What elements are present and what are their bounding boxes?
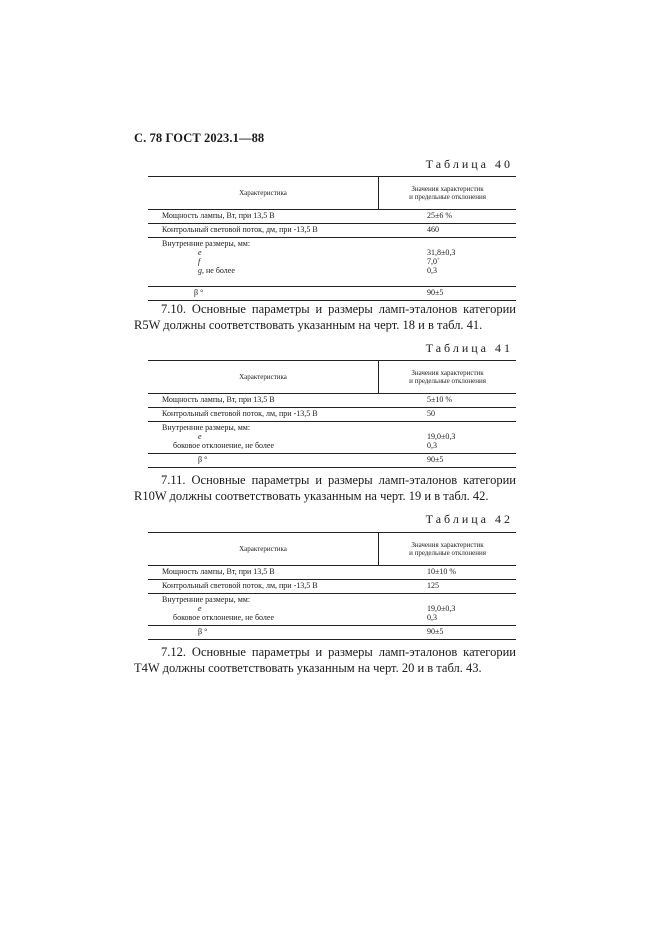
paragraph-7-10: 7.10. Основные параметры и размеры ламп-эталонов категории R5W должны соответствовать указанным на черт. 18 и в табл. 41. [134,302,516,332]
column-header-values: Значения характеристик и предельные отклонения [409,368,486,385]
column-header-characteristic: Характеристика [239,373,287,381]
table-40 [148,176,516,301]
column-header-values: Значения характеристик и предельные отклонения [409,184,486,201]
table-row: Внутренние размеры, мм: e 31,8±0,3 f 7,0+ g, не более 0,3 [148,238,516,287]
paragraph-7-11: 7.11. Основные параметры и размеры ламп-эталонов категории R10W должны соответствовать указанным на черт. 19 и в табл. 42. [134,473,516,503]
table-row: Контрольный световой поток, дм, при -13,5 В 460 [148,224,516,238]
table-row: Внутренние размеры, мм: e 19,0±0,3 боковое отклонение, не более 0,3 [148,594,516,626]
table-header [148,177,516,210]
table-42 [148,532,516,640]
column-header-characteristic: Характеристика [239,189,287,197]
table-header [148,361,516,394]
page-header: С. 78 ГОСТ 2023.1—88 [134,131,265,145]
table-row: Контрольный световой поток, лм, при -13,5 В 125 [148,580,516,594]
table-row: β ° 90±5 [198,455,444,464]
table-41-caption: Таблица 41 [425,341,513,355]
table-row: Мощность лампы, Вт, при 13,5 В 5±10 % [148,394,516,408]
table-42-caption: Таблица 42 [425,512,513,526]
table-row: Мощность лампы, Вт, при 13,5 В 25±6 % [148,210,516,224]
table-row: β ° 90±5 [198,627,444,636]
table-41 [148,360,516,468]
table-40-caption: Таблица 40 [425,157,513,171]
paragraph-7-12: 7.12. Основные параметры и размеры ламп-эталонов категории T4W должны соответствовать указанным на черт. 20 и в табл. 43. [134,645,516,675]
table-row: β ° 90±5 [194,288,444,297]
column-header-values: Значения характеристик и предельные отклонения [409,540,486,557]
table-header [148,533,516,566]
column-header-characteristic: Характеристика [239,545,287,553]
table-row: Внутренние размеры, мм: e 19,0±0,3 боковое отклонение, не более 0,3 [148,422,516,454]
table-row: Контрольный световой поток, лм, при -13,5 В 50 [148,408,516,422]
table-row: Мощность лампы, Вт, при 13,5 В 10±10 % [148,566,516,580]
